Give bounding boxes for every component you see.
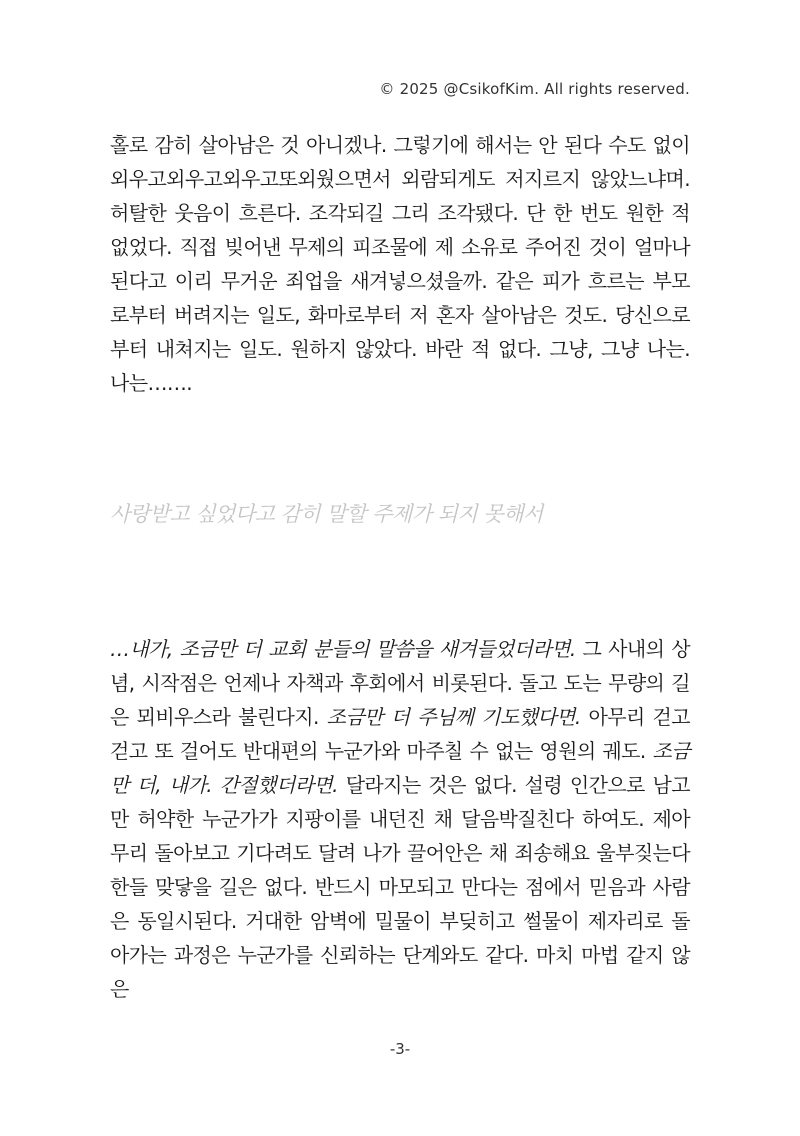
copyright-notice: © 2025 @CsikofKim. All rights reserved. xyxy=(379,80,690,98)
narration-3: 달라지는 것은 없다. 설령 인간으로 남고 만 허약한 누군가가 지팡이를 내던진 채 달음박질친다 하여도. 제아무리 돌아보고 기다려도 달려 나가 끌어안은 채 죄송해요 울부짖는다 한들 맞닿을 길은 없다. 반드시 마모되고 만다는 점에서 믿음과 사람은 동일시된다. 거대한 암벽에 밀물이 부딪히고 썰물이 제자리로 돌아가는 과정은 누군가를 신뢰하는 단계와도 같다. 마치 마법 같지 않은 xyxy=(110,773,690,1001)
page-number: -3- xyxy=(389,1040,411,1058)
italic-thought-3: 조금만 더, 내가. 간절했더라면. xyxy=(110,739,690,797)
section-subtitle: 사랑받고 싶었다고 감히 말할 주제가 되지 못해서 xyxy=(110,502,543,526)
italic-thought-2: 조금만 더 주님께 기도했다면. xyxy=(326,705,581,729)
italic-thought-1: …내가, 조금만 더 교회 분들의 말씀을 새겨들었더라면. xyxy=(110,637,576,661)
narration-2: 아무리 걷고 걷고 또 걸어도 반대편의 누군가와 마주칠 수 없는 영원의 궤도. xyxy=(110,705,690,763)
body-paragraph-2 xyxy=(110,632,690,1006)
narration-1: 그 사내의 상념, 시작점은 언제나 자책과 후회에서 비롯된다. 돌고 도는 무량의 길은 뫼비우스라 불린다지. xyxy=(110,637,690,729)
body-paragraph-1: 홀로 감히 살아남은 것 아니겠나. 그렇기에 해서는 안 된다 수도 없이 외우고외우고외우고또외웠으면서 외람되게도 저지르지 않았느냐며. 허탈한 웃음이 흐른다. 조각되길 그리 조각됐다. 단 한 번도 원한 적 없었다. 직접 빚어낸 무제의 피조물에 제 소유로 주어진 것이 얼마나 된다고 이리 무거운 죄업을 새겨넣으셨을까. 같은 피가 흐르는 부모로부터 버려지는 일도, 화마로부터 저 혼자 살아남은 것도. 당신으로부터 내쳐지는 일도. 원하지 않았다. 바란 적 없다. 그냥, 그냥 나는. 나는……. xyxy=(110,133,690,395)
